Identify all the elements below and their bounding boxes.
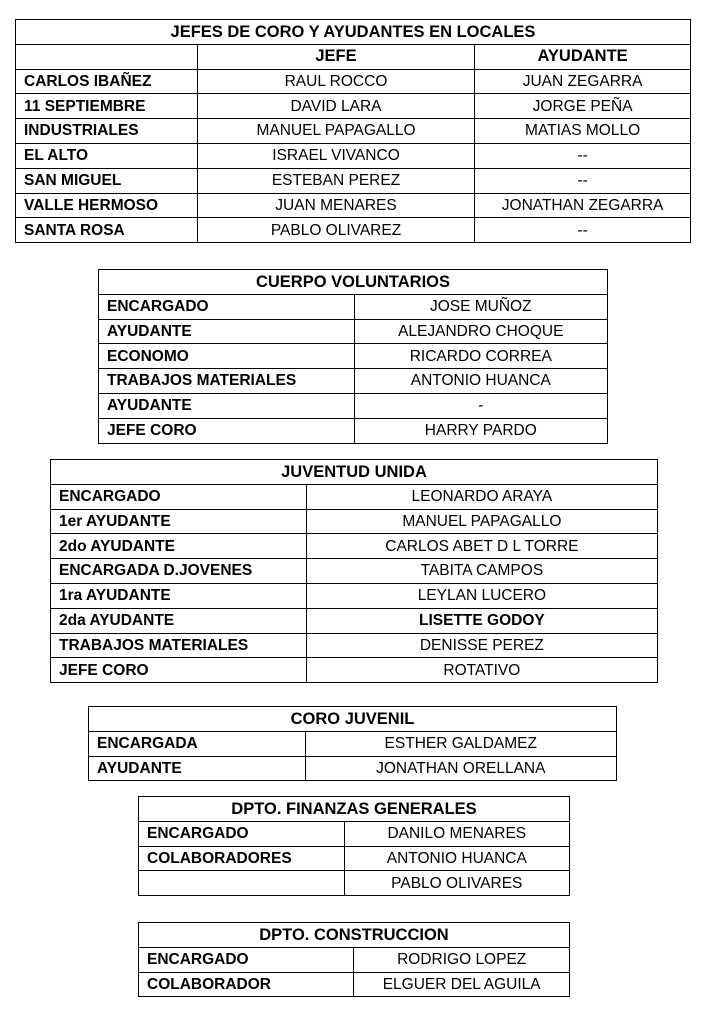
local-name: SANTA ROSA: [16, 218, 198, 243]
person-name: DENISSE PEREZ: [306, 633, 657, 658]
table-row: [99, 294, 608, 319]
jefe-name: PABLO OLIVAREZ: [197, 218, 474, 243]
person-name: LEONARDO ARAYA: [306, 484, 657, 509]
person-name: HARRY PARDO: [354, 418, 607, 443]
table-title-row: [99, 270, 608, 295]
role-label: TRABAJOS MATERIALES: [51, 633, 307, 658]
table-title: CORO JUVENIL: [89, 707, 617, 732]
table-row: [51, 608, 658, 633]
person-name: -: [354, 393, 607, 418]
table-row: [51, 534, 658, 559]
role-label: COLABORADOR: [139, 972, 354, 997]
person-name: LISETTE GODOY: [306, 608, 657, 633]
role-label: ENCARGADO: [99, 294, 355, 319]
table-row: [89, 731, 617, 756]
table-row: [99, 418, 608, 443]
local-name: VALLE HERMOSO: [16, 193, 198, 218]
table-title: JEFES DE CORO Y AYUDANTES EN LOCALES: [16, 20, 691, 45]
ayudante-name: JORGE PEÑA: [475, 94, 691, 119]
ayudante-name: MATIAS MOLLO: [475, 119, 691, 144]
table-row: [16, 69, 691, 94]
role-label: ENCARGADO: [139, 821, 345, 846]
ayudante-name: --: [475, 218, 691, 243]
role-label: AYUDANTE: [99, 393, 355, 418]
person-name: ROTATIVO: [306, 658, 657, 683]
table-title: DPTO. FINANZAS GENERALES: [139, 797, 570, 822]
table-title-row: [51, 460, 658, 485]
role-label: 1er AYUDANTE: [51, 509, 307, 534]
table-row: [51, 509, 658, 534]
role-label: COLABORADORES: [139, 846, 345, 871]
role-label: ENCARGADO: [139, 947, 354, 972]
table-title-row: [89, 707, 617, 732]
table-row: [51, 559, 658, 584]
table-row: [16, 193, 691, 218]
table-title-row: [139, 923, 570, 948]
role-label: 2do AYUDANTE: [51, 534, 307, 559]
role-label: 1ra AYUDANTE: [51, 583, 307, 608]
table-row: [16, 218, 691, 243]
table-row: [139, 947, 570, 972]
table-row: [139, 846, 570, 871]
jefe-name: DAVID LARA: [197, 94, 474, 119]
table-row: [139, 871, 570, 896]
juventud-table: [50, 459, 658, 683]
person-name: ELGUER DEL AGUILA: [354, 972, 570, 997]
table-row: [51, 633, 658, 658]
person-name: ESTHER GALDAMEZ: [305, 731, 616, 756]
table-row: [51, 583, 658, 608]
role-label: JEFE CORO: [99, 418, 355, 443]
role-label: ENCARGADO: [51, 484, 307, 509]
person-name: RODRIGO LOPEZ: [354, 947, 570, 972]
ayudante-name: JONATHAN ZEGARRA: [475, 193, 691, 218]
table-row: [99, 344, 608, 369]
table-row: [51, 484, 658, 509]
coro-juvenil-table: [88, 706, 617, 781]
local-name: SAN MIGUEL: [16, 168, 198, 193]
header-cell-empty: [16, 44, 198, 69]
header-cell-jefe: JEFE: [197, 44, 474, 69]
table-row: [99, 369, 608, 394]
table-title-row: [139, 797, 570, 822]
table-row: [16, 94, 691, 119]
table-row: [99, 319, 608, 344]
table-header-row: [16, 44, 691, 69]
table-title: CUERPO VOLUNTARIOS: [99, 270, 608, 295]
table-row: [51, 658, 658, 683]
table-row: [16, 143, 691, 168]
role-label: AYUDANTE: [89, 756, 306, 781]
person-name: MANUEL PAPAGALLO: [306, 509, 657, 534]
person-name: DANILO MENARES: [344, 821, 569, 846]
table-row: [16, 168, 691, 193]
local-name: CARLOS IBAÑEZ: [16, 69, 198, 94]
ayudante-name: --: [475, 143, 691, 168]
table-row: [99, 393, 608, 418]
finanzas-table: [138, 796, 570, 896]
table-row: [89, 756, 617, 781]
jefe-name: ISRAEL VIVANCO: [197, 143, 474, 168]
jefe-name: ESTEBAN PEREZ: [197, 168, 474, 193]
person-name: RICARDO CORREA: [354, 344, 607, 369]
table-row: [139, 821, 570, 846]
person-name: ANTONIO HUANCA: [344, 846, 569, 871]
local-name: EL ALTO: [16, 143, 198, 168]
person-name: ALEJANDRO CHOQUE: [354, 319, 607, 344]
local-name: INDUSTRIALES: [16, 119, 198, 144]
jefe-name: MANUEL PAPAGALLO: [197, 119, 474, 144]
person-name: JONATHAN ORELLANA: [305, 756, 616, 781]
table-title: JUVENTUD UNIDA: [51, 460, 658, 485]
jefe-name: JUAN MENARES: [197, 193, 474, 218]
person-name: TABITA CAMPOS: [306, 559, 657, 584]
role-label: ENCARGADA: [89, 731, 306, 756]
table-row: [139, 972, 570, 997]
locales-table: [15, 19, 691, 243]
role-label: JEFE CORO: [51, 658, 307, 683]
table-title-row: [16, 20, 691, 45]
role-label: [139, 871, 345, 896]
table-title: DPTO. CONSTRUCCION: [139, 923, 570, 948]
header-cell-ayudante: AYUDANTE: [475, 44, 691, 69]
person-name: CARLOS ABET D L TORRE: [306, 534, 657, 559]
ayudante-name: JUAN ZEGARRA: [475, 69, 691, 94]
person-name: ANTONIO HUANCA: [354, 369, 607, 394]
person-name: LEYLAN LUCERO: [306, 583, 657, 608]
construccion-table: [138, 922, 570, 997]
local-name: 11 SEPTIEMBRE: [16, 94, 198, 119]
table-row: [16, 119, 691, 144]
role-label: TRABAJOS MATERIALES: [99, 369, 355, 394]
voluntarios-table: [98, 269, 608, 444]
person-name: JOSE MUÑOZ: [354, 294, 607, 319]
role-label: ENCARGADA D.JOVENES: [51, 559, 307, 584]
jefe-name: RAUL ROCCO: [197, 69, 474, 94]
role-label: AYUDANTE: [99, 319, 355, 344]
person-name: PABLO OLIVARES: [344, 871, 569, 896]
role-label: ECONOMO: [99, 344, 355, 369]
ayudante-name: --: [475, 168, 691, 193]
role-label: 2da AYUDANTE: [51, 608, 307, 633]
